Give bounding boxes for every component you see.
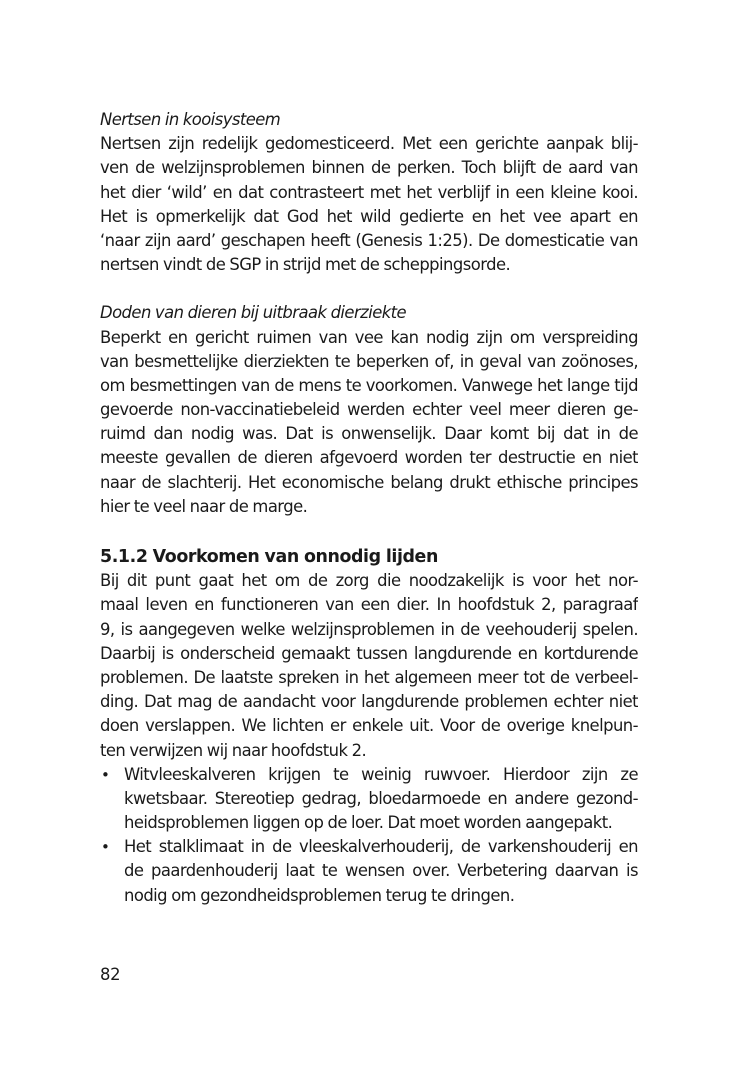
section-gap [100,519,638,545]
text-line: van besmettelijke dierziekten te beperken of, in geval van zoönoses, [100,351,638,371]
text-line: ven de welzijnsproblemen binnen de perken. Toch blijft de aard van [100,158,638,178]
text-line: meeste gevallen de dieren afgevoerd worden ter destructie en niet [100,448,638,468]
text-line: ‘naar zijn aard’ geschapen heeft (Genesis 1:25). De domesticatie van [100,230,638,250]
text-line: 9, is aangegeven welke welzijnsproblemen in de veehouderij spelen. [100,619,638,639]
text-line: heidsproblemen liggen op de loer. Dat moet worden aangepakt. [124,813,613,833]
text-line: Daarbij is onderscheid gemaakt tussen langdurende en kortdurende [100,643,638,663]
paragraph-nertsen [100,132,638,277]
paragraph-gap [100,277,638,301]
subheading-nertsen: Nertsen in kooisysteem [100,110,281,129]
bullet-item [100,835,638,908]
text-line: gevoerde non-vaccinatiebeleid werden echter veel meer dieren ge- [100,400,638,420]
text-line: de paardenhouderij laat te wensen over. Verbetering daarvan is [124,861,638,881]
text-line: maal leven en functioneren van een dier. In hoofdstuk 2, paragraaf [100,595,638,615]
text-line: problemen. De laatste spreken in het algemeen meer tot de verbeel- [100,667,638,687]
bullet-icon: • [101,765,110,784]
bullet-icon: • [101,838,110,857]
bullet-item [100,763,638,836]
page-number: 82 [100,965,121,984]
text-line: hier te veel naar de marge. [100,496,308,516]
text-line: kwetsbaar. Stereotiep gedrag, bloedarmoede en andere gezond- [124,788,638,808]
text-line: ruimd dan nodig was. Dat is onwenselijk. Daar komt bij dat in de [100,424,638,444]
page-body [100,108,638,908]
text-line: doen verslappen. We lichten er enkele uit. Voor de overige knelpun- [100,716,638,736]
text-line: Bij dit punt gaat het om de zorg die noodzakelijk is voor het nor- [100,571,638,591]
text-line: Nertsen zijn redelijk gedomesticeerd. Met een gerichte aanpak blij- [100,134,638,154]
text-line: ding. Dat mag de aandacht voor langdurende problemen echter niet [100,692,638,712]
text-line: om besmettingen van de mens te voorkomen. Vanwege het lange tijd [100,375,638,395]
text-line: ten verwijzen wij naar hoofdstuk 2. [100,740,367,760]
section-heading: 5.1.2 Voorkomen van onnodig lijden [100,547,438,567]
text-line: Het stalklimaat in de vleeskalverhouderij, de varkenshouderij en [124,837,638,857]
text-line: het dier ‘wild’ en dat contrasteert met het verblijf in een kleine kooi. [100,182,638,202]
text-line: Het is opmerkelijk dat God het wild gedierte en het vee apart en [100,206,638,226]
text-line: naar de slachterij. Het economische belang drukt ethische principes [100,472,638,492]
text-line: nertsen vindt de SGP in strijd met de scheppingsorde. [100,255,511,275]
subheading-doden: Doden van dieren bij uitbraak dierziekte [100,303,407,323]
text-line: nodig om gezondheidsproblemen terug te dringen. [124,885,515,905]
paragraph-doden [100,326,638,520]
text-line: Witvleeskalveren krijgen te weinig ruwvoer. Hierdoor zijn ze [124,764,638,784]
text-line: Beperkt en gericht ruimen van vee kan nodig zijn om verspreiding [100,327,638,347]
paragraph-onnodig-lijden [100,569,638,763]
